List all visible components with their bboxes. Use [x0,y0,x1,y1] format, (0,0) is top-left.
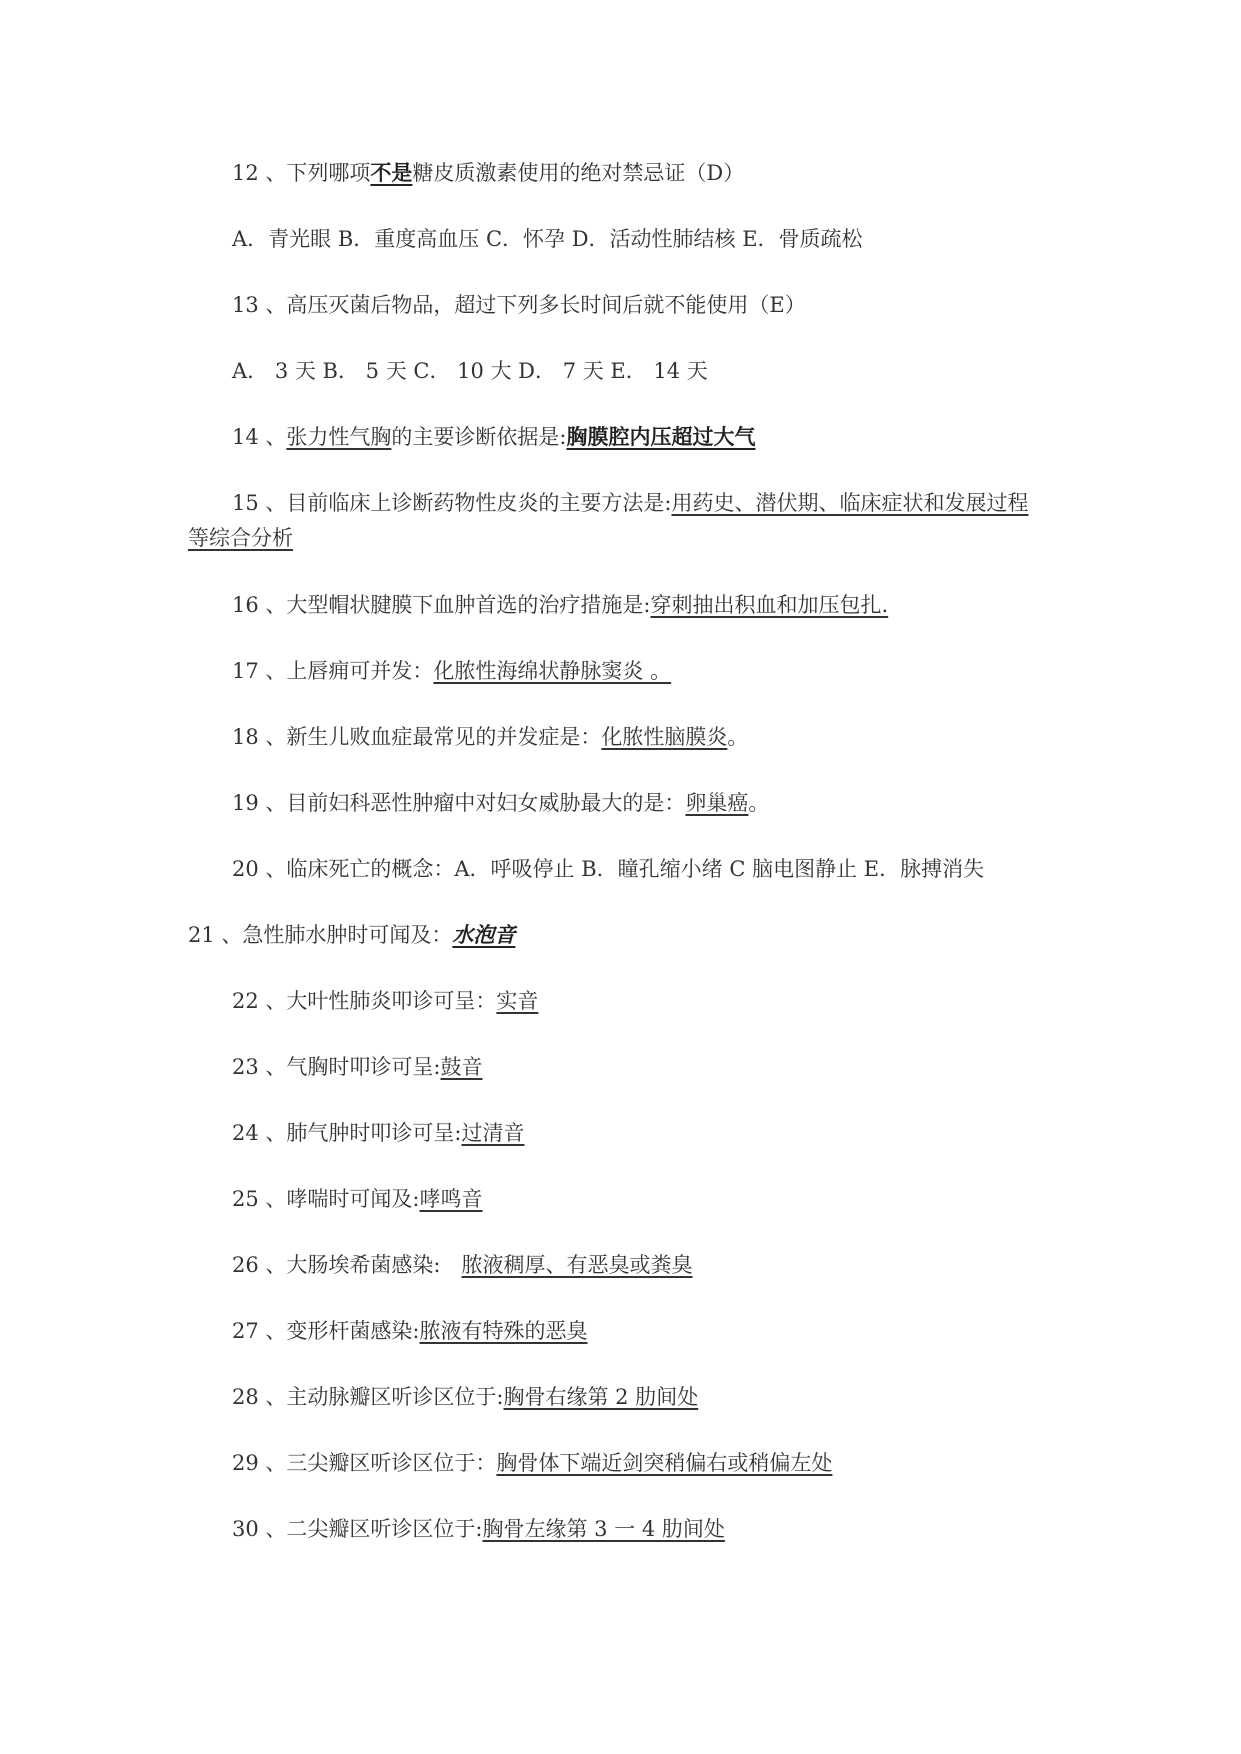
question-16-answer: 穿刺抽出积血和加压包扎. [650,593,889,617]
question-14-answer: 胸膜腔内压超过大气 [566,424,756,449]
question-26-prefix: 26 、大肠埃希菌感染: [232,1253,462,1277]
question-27 [232,1315,1141,1347]
question-19-answer: 卵巢癌 [685,791,749,815]
question-28-prefix: 28 、主动脉瓣区听诊区位于: [232,1385,504,1409]
question-20: 20 、临床死亡的概念：A．呼吸停止 B．瞳孔缩小绪 C 脑电图静止 E．脉搏消失 [232,857,985,881]
question-19-prefix: 19 、目前妇科恶性肿瘤中对妇女威胁最大的是： [232,791,686,815]
question-19-suffix: 。 [748,791,770,815]
question-22-answer: 实音 [496,989,539,1013]
question-14 [232,421,1141,453]
question-13-options: A． 3 天 B． 5 天 C． 10 大 D． 7 天 E． 14 天 [232,359,708,383]
question-14-mid: 的主要诊断依据是: [391,425,567,449]
question-23 [232,1051,1141,1083]
question-26-answer: 脓液稠厚、有恶臭或粪臭 [461,1253,693,1277]
question-15-answer: 用药史、潜伏期、临床症状和发展过程 [671,491,1029,515]
question-18-suffix: 。 [727,725,749,749]
question-14-term: 张力性气胸 [286,425,392,449]
question-25 [232,1183,1141,1215]
question-27-answer: 脓液有特殊的恶臭 [419,1319,588,1343]
question-12-options: A．青光眼 B．重度高血压 C．怀孕 D．活动性肺结核 E．骨质疏松 [232,227,863,251]
question-12-emphasis: 不是 [370,160,413,185]
question-21 [188,919,1141,951]
question-24 [232,1117,1141,1149]
question-30-prefix: 30 、二尖瓣区听诊区位于: [232,1517,483,1541]
question-13: 13 、高压灭菌后物品，超过下列多长时间后就不能使用（E） [232,293,806,317]
question-30-answer: 胸骨左缘第 3 一 4 肋间处 [482,1517,725,1541]
question-28-answer: 胸骨右缘第 2 肋间处 [503,1385,699,1409]
question-27-prefix: 27 、变形杆菌感染: [232,1319,420,1343]
question-18 [232,721,1141,753]
question-17 [232,655,1141,687]
question-12-prefix: 12 、下列哪项 [232,161,371,185]
question-29-prefix: 29 、三尖瓣区听诊区位于： [232,1451,497,1475]
question-15-continuation [188,522,1141,554]
question-15 [232,487,1141,519]
question-21-answer: 水泡音 [452,923,516,947]
question-12 [232,157,1141,189]
question-19 [232,787,1141,819]
question-23-prefix: 23 、气胸时叩诊可呈: [232,1055,441,1079]
question-23-answer: 鼓音 [440,1055,483,1079]
question-24-prefix: 24 、肺气肿时叩诊可呈: [232,1121,462,1145]
question-16 [232,589,1141,621]
question-29-answer: 胸骨体下端近剑突稍偏右或稍偏左处 [496,1451,833,1475]
question-24-answer: 过清音 [461,1121,525,1145]
question-25-prefix: 25 、哮喘时可闻及: [232,1187,420,1211]
question-14-prefix: 14 、 [232,425,287,449]
question-22 [232,985,1141,1017]
question-17-prefix: 17 、上唇痈可并发： [232,659,434,683]
question-28 [232,1381,1141,1413]
question-18-answer: 化脓性脑膜炎 [601,725,728,749]
question-21-prefix: 21 、急性肺水肿时可闻及： [188,923,453,947]
question-29 [232,1447,1141,1479]
question-17-answer: 化脓性海绵状静脉窦炎 。 [433,659,672,683]
question-16-prefix: 16 、大型帽状腱膜下血肿首选的治疗措施是: [232,593,651,617]
question-30 [232,1513,1141,1545]
question-15-prefix: 15 、目前临床上诊断药物性皮炎的主要方法是: [232,491,672,515]
question-26 [232,1249,1141,1281]
question-22-prefix: 22 、大叶性肺炎叩诊可呈： [232,989,497,1013]
question-25-answer: 哮鸣音 [419,1187,483,1211]
question-18-prefix: 18 、新生儿败血症最常见的并发症是： [232,725,602,749]
question-12-suffix: 糖皮质激素使用的绝对禁忌证（D） [412,161,745,185]
question-15-answer-cont: 等综合分析 [188,526,293,550]
